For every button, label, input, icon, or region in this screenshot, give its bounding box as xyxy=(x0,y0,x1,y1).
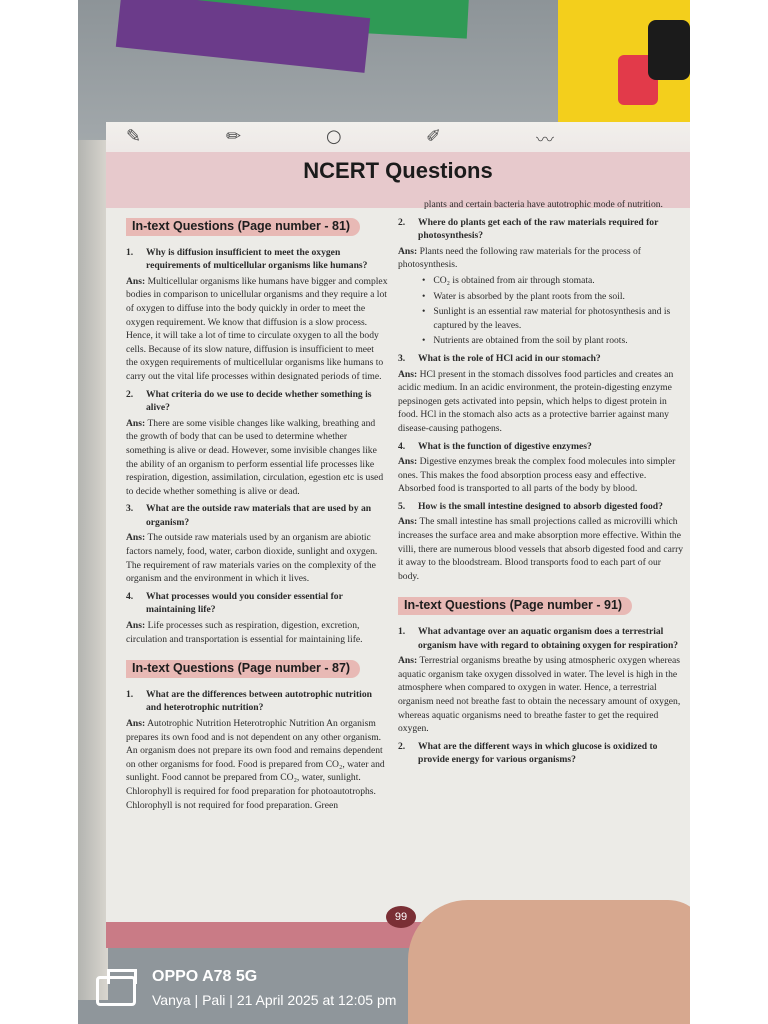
textbook-page xyxy=(106,122,690,942)
answer: Ans: The small intestine has small projections called as microvilli which increases the surface area and make absorption more effective. Within the villi, there are numerous blood vessels that absorb digested food and carry it away to the bloodstream. Blood transports food to each part of our body. xyxy=(398,516,684,582)
answer: Ans: Plants need the following raw materials for the process of photosynthesis. xyxy=(398,245,642,271)
answer: Ans: Life processes such as respiration, digestion, excretion, circulation and transportation is essential for maintaining life. xyxy=(126,620,363,645)
bullet-item: • Sunlight is an essential raw material for photosynthesis and is captured by the leaves. xyxy=(422,306,671,331)
bullet-icon: • xyxy=(422,335,426,347)
question: 1. What advantage over an aquatic organism does a terrestrial organism have with regard to obtaining oxygen for respiration? xyxy=(398,626,679,651)
bullet-icon: • xyxy=(422,306,426,318)
bullet-item: • Water is absorbed by the plant roots from the soil. xyxy=(422,290,625,302)
device-model: OPPO A78 5G xyxy=(152,968,258,985)
answer: Ans: Autotrophic Nutrition Heterotrophic Nutrition An organism prepares its own food and is not dependent on any other organism. An organism does not prepare its own food and remains dependent on other organisms for food. Food is prepared from CO₂, water and sunlight. Food cannot be prepared from CO₂, water, sunlight. Chlorophyll is required for food preparation for photoautotrophs. Chlorophyll is not required for food preparation. Green xyxy=(126,718,385,811)
photo xyxy=(78,0,690,1024)
pencil-icon: ✏ xyxy=(226,126,242,147)
hand xyxy=(408,900,690,1024)
question: 4. What is the function of digestive enzymes? xyxy=(398,440,592,452)
continued-text: plants and certain bacteria have autotrophic mode of nutrition. xyxy=(424,199,663,210)
pencil-icon: ✎ xyxy=(126,126,142,147)
question: 5. How is the small intestine designed to absorb digested food? xyxy=(398,500,663,512)
section-heading: In-text Questions (Page number - 81) xyxy=(126,218,360,236)
bullet-item: • Nutrients are obtained from the soil by plant roots. xyxy=(422,335,628,347)
photo-meta: Vanya | Pali | 21 April 2025 at 12:05 pm xyxy=(152,992,397,1008)
circle-icon: ○ xyxy=(326,126,342,147)
question: 2. What are the different ways in which glucose is oxidized to provide energy for various organisms? xyxy=(398,740,658,766)
question: 1. Why is diffusion insufficient to meet the oxygen requirements of multicellular organisms like humans? xyxy=(126,246,368,272)
camera-icon xyxy=(96,976,136,1006)
answer: Ans: The outside raw materials used by an organism are abiotic factors namely, food, water, carbon dioxide, sunlight and oxygen. The requirement of raw materials varies on the complexity of the organism and the environment in which it lives. xyxy=(126,532,378,585)
bullet-icon: • xyxy=(422,290,426,302)
right-column xyxy=(398,196,684,767)
left-column xyxy=(126,214,388,812)
bullet-icon: • xyxy=(422,274,426,286)
page-number: 99 xyxy=(386,906,416,928)
black-object xyxy=(648,20,690,80)
question: 2. Where do plants get each of the raw materials required for photosynthesis? xyxy=(398,216,659,242)
section-heading: In-text Questions (Page number - 91) xyxy=(398,597,632,615)
question: 4. What processes would you consider essential for maintaining life? xyxy=(126,590,343,616)
question: 1. What are the differences between autotrophic nutrition and heterotrophic nutrition? xyxy=(126,688,372,714)
answer: Ans: Digestive enzymes break the complex food molecules into simpler ones. This makes the food absorption process easy and effective. Absorbed food is transported to all parts of the body by blood. xyxy=(398,456,676,495)
answer: Ans: HCl present in the stomach dissolves food particles and creates an acidic medium. In an acidic environment, the protein-digesting enzyme pepsinogen gets activated into pepsin, which helps to digest protein in food. HCl in the stomach also acts as a protective barrier against many disease-causing pathogens. xyxy=(398,368,674,434)
bullet-item: • CO₂ is obtained from air through stomata. xyxy=(422,274,595,286)
scribble-icon: 〰 xyxy=(536,130,554,151)
question: 3. What are the outside raw materials that are used by an organism? xyxy=(126,503,372,528)
left-page-edge xyxy=(78,140,108,1000)
question: 3. What is the role of HCl acid in our stomach? xyxy=(398,352,601,364)
answer: Ans: Terrestrial organisms breathe by using atmospheric oxygen whereas aquatic organism take oxygen dissolved in water. The level is high in the atmosphere when compared to oxygen in water. Hence, a terrestrial organism need not breathe fast to obtain the necessary amount of oxygen, whereas aquatic organisms need to breathe faster to get the required oxygen. xyxy=(398,655,681,735)
question: 2. What criteria do we use to decide whether something is alive? xyxy=(126,388,372,414)
answer: Ans: There are some visible changes like walking, breathing and the growth of body that can be used to determine whether something is alive or dead. However, some invisible changes like the ability of an organism to perform essential life processes like respiration, digestion, assimilation, circulation, egestion etc is used to decide whether something is alive or dead. xyxy=(126,417,384,497)
pencil-icon: ✐ xyxy=(426,126,442,147)
section-heading: In-text Questions (Page number - 87) xyxy=(126,660,360,678)
answer: Ans: Multicellular organisms like humans have bigger and complex bodies in comparison to unicellular organisms and they require a lot of oxygen to diffuse into the body quickly in order to meet the oxygen requirement. We know that diffusion is a slow process. Hence, it will take a lot of time to circulate oxygen to all the body cells. Because of its slow nature, diffusion is insufficient to meet the oxygen requirements of multicellular organisms like humans to carry out the vital life processes within designated periods of time. xyxy=(126,275,388,382)
page-title: NCERT Questions xyxy=(303,158,493,183)
